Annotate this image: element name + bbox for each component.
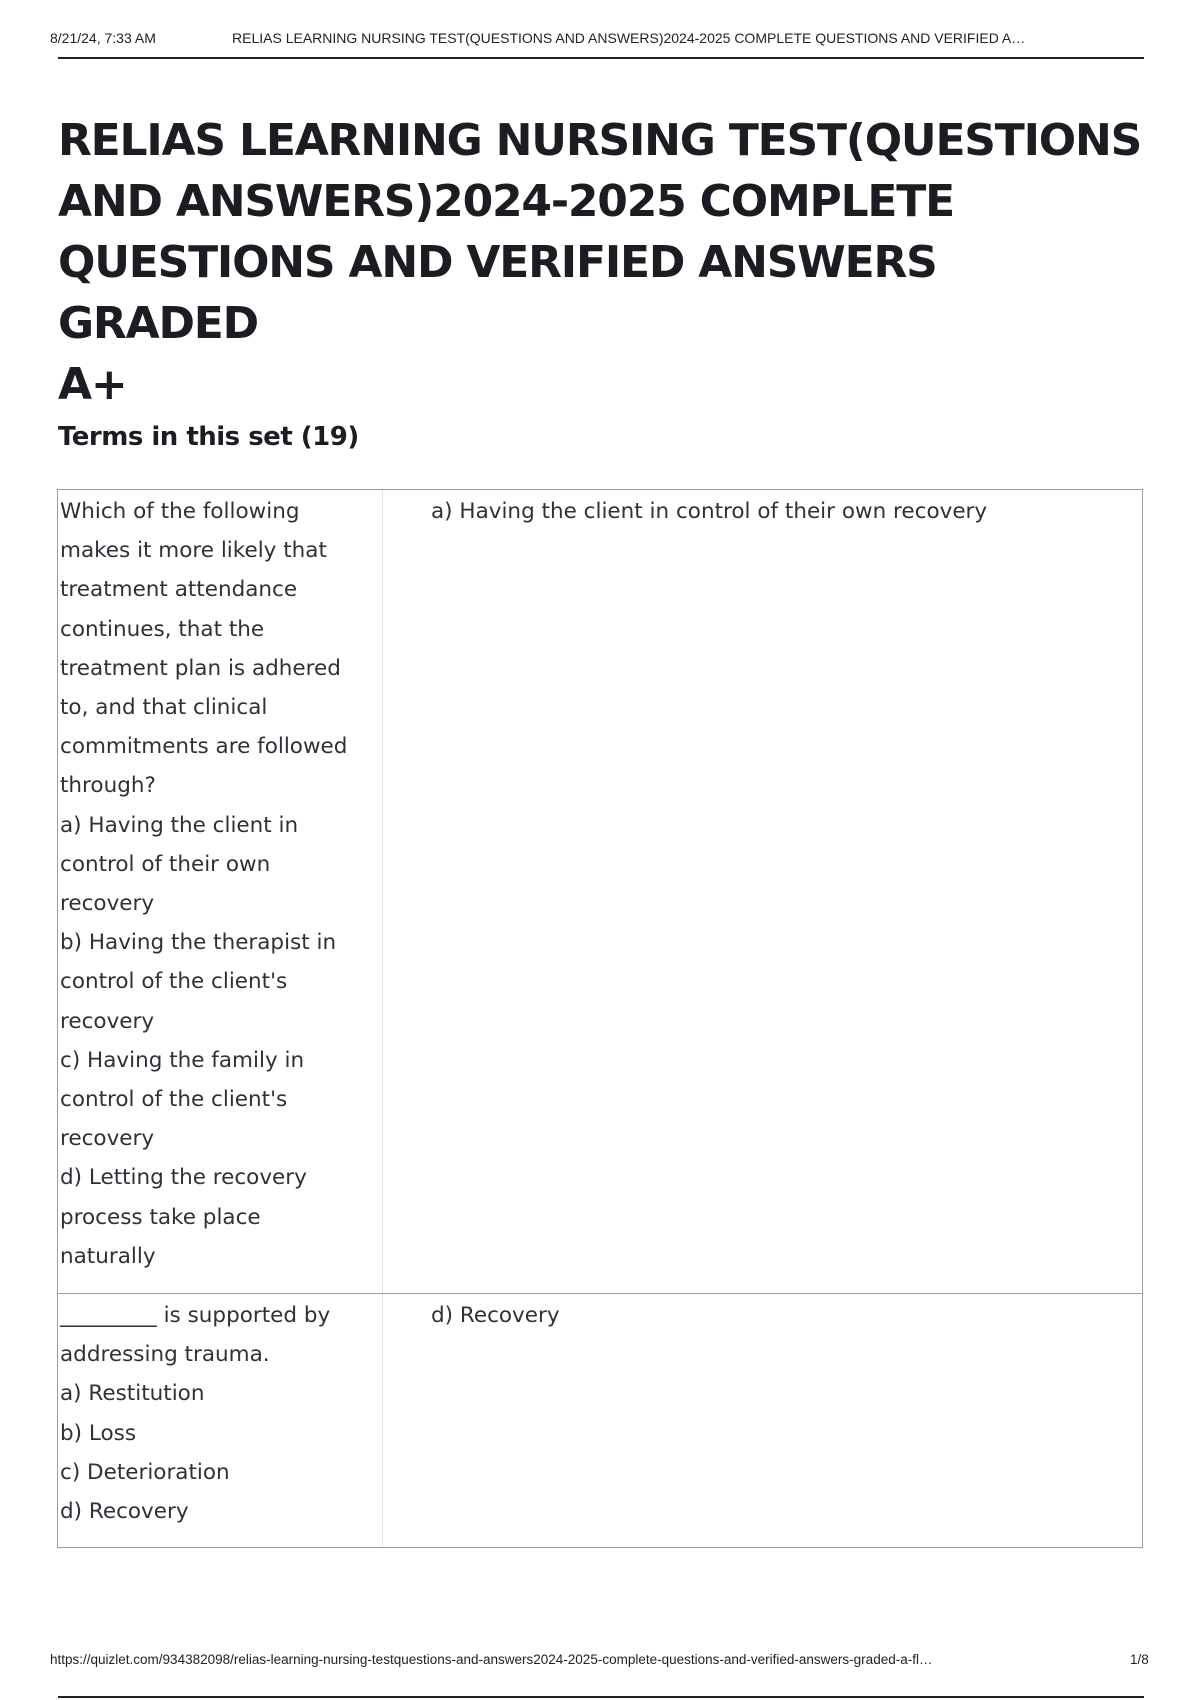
title-line: RELIAS LEARNING NURSING TEST(QUESTIONS	[58, 115, 1142, 166]
footer-divider	[58, 1696, 1144, 1698]
term-row	[57, 490, 1143, 1294]
title-line: A+	[58, 359, 127, 410]
source-url: https://quizlet.com/934382098/relias-learning-nursing-testquestions-and-answers2024-2025-complete-questions-and-verified-answers-graded-a-fl…	[50, 1652, 933, 1667]
header-divider	[58, 57, 1144, 59]
terms-count-heading: Terms in this set (19)	[58, 422, 359, 452]
title-line: AND ANSWERS)2024-2025 COMPLETE	[58, 176, 954, 227]
title-line: QUESTIONS AND VERIFIED ANSWERS GRADED	[58, 237, 937, 349]
terms-table	[57, 489, 1143, 1548]
question-line: to, and that clinical	[60, 695, 268, 721]
page-number: 1/8	[1130, 1652, 1149, 1667]
page-title	[58, 110, 1148, 415]
question-line: commitments are followed	[60, 734, 348, 760]
question-line: recovery	[60, 891, 155, 917]
question-line: naturally	[60, 1243, 156, 1269]
question-line: treatment plan is adhered	[60, 655, 341, 681]
term-row	[57, 1294, 1143, 1548]
term-question	[58, 1294, 383, 1547]
question-line: control of the client's	[60, 969, 288, 995]
question-line: a) Having the client in	[60, 812, 299, 838]
term-question	[58, 490, 383, 1293]
question-line: b) Loss	[60, 1420, 137, 1446]
question-line: d) Letting the recovery	[60, 1165, 307, 1191]
page-header	[50, 28, 1144, 56]
question-line: continues, that the	[60, 616, 265, 642]
question-line: control of their own	[60, 851, 271, 877]
question-line: recovery	[60, 1008, 155, 1034]
print-timestamp: 8/21/24, 7:33 AM	[50, 30, 156, 46]
question-line: b) Having the therapist in	[60, 930, 337, 956]
term-answer	[383, 1294, 1142, 1547]
term-answer	[383, 490, 1142, 1293]
question-line: c) Having the family in	[60, 1047, 305, 1073]
answer-text: a) Having the client in control of their own recovery	[431, 499, 988, 524]
answer-text: d) Recovery	[431, 1303, 560, 1328]
question-line: makes it more likely that	[60, 538, 327, 564]
question-line: through?	[60, 773, 156, 799]
question-line: process take place	[60, 1204, 261, 1230]
question-line: _________ is supported by	[60, 1303, 331, 1328]
print-document-title: RELIAS LEARNING NURSING TEST(QUESTIONS AND ANSWERS)2024-2025 COMPLETE QUESTIONS AND VERIFIED A…	[232, 30, 1026, 46]
question-line: addressing trauma.	[60, 1342, 270, 1368]
question-line: c) Deterioration	[60, 1459, 230, 1485]
question-line: treatment attendance	[60, 577, 298, 603]
question-line: d) Recovery	[60, 1499, 189, 1525]
question-line: a) Restitution	[60, 1381, 205, 1407]
question-line: control of the client's	[60, 1087, 288, 1113]
question-line: recovery	[60, 1126, 155, 1152]
question-line: Which of the following	[60, 499, 300, 524]
